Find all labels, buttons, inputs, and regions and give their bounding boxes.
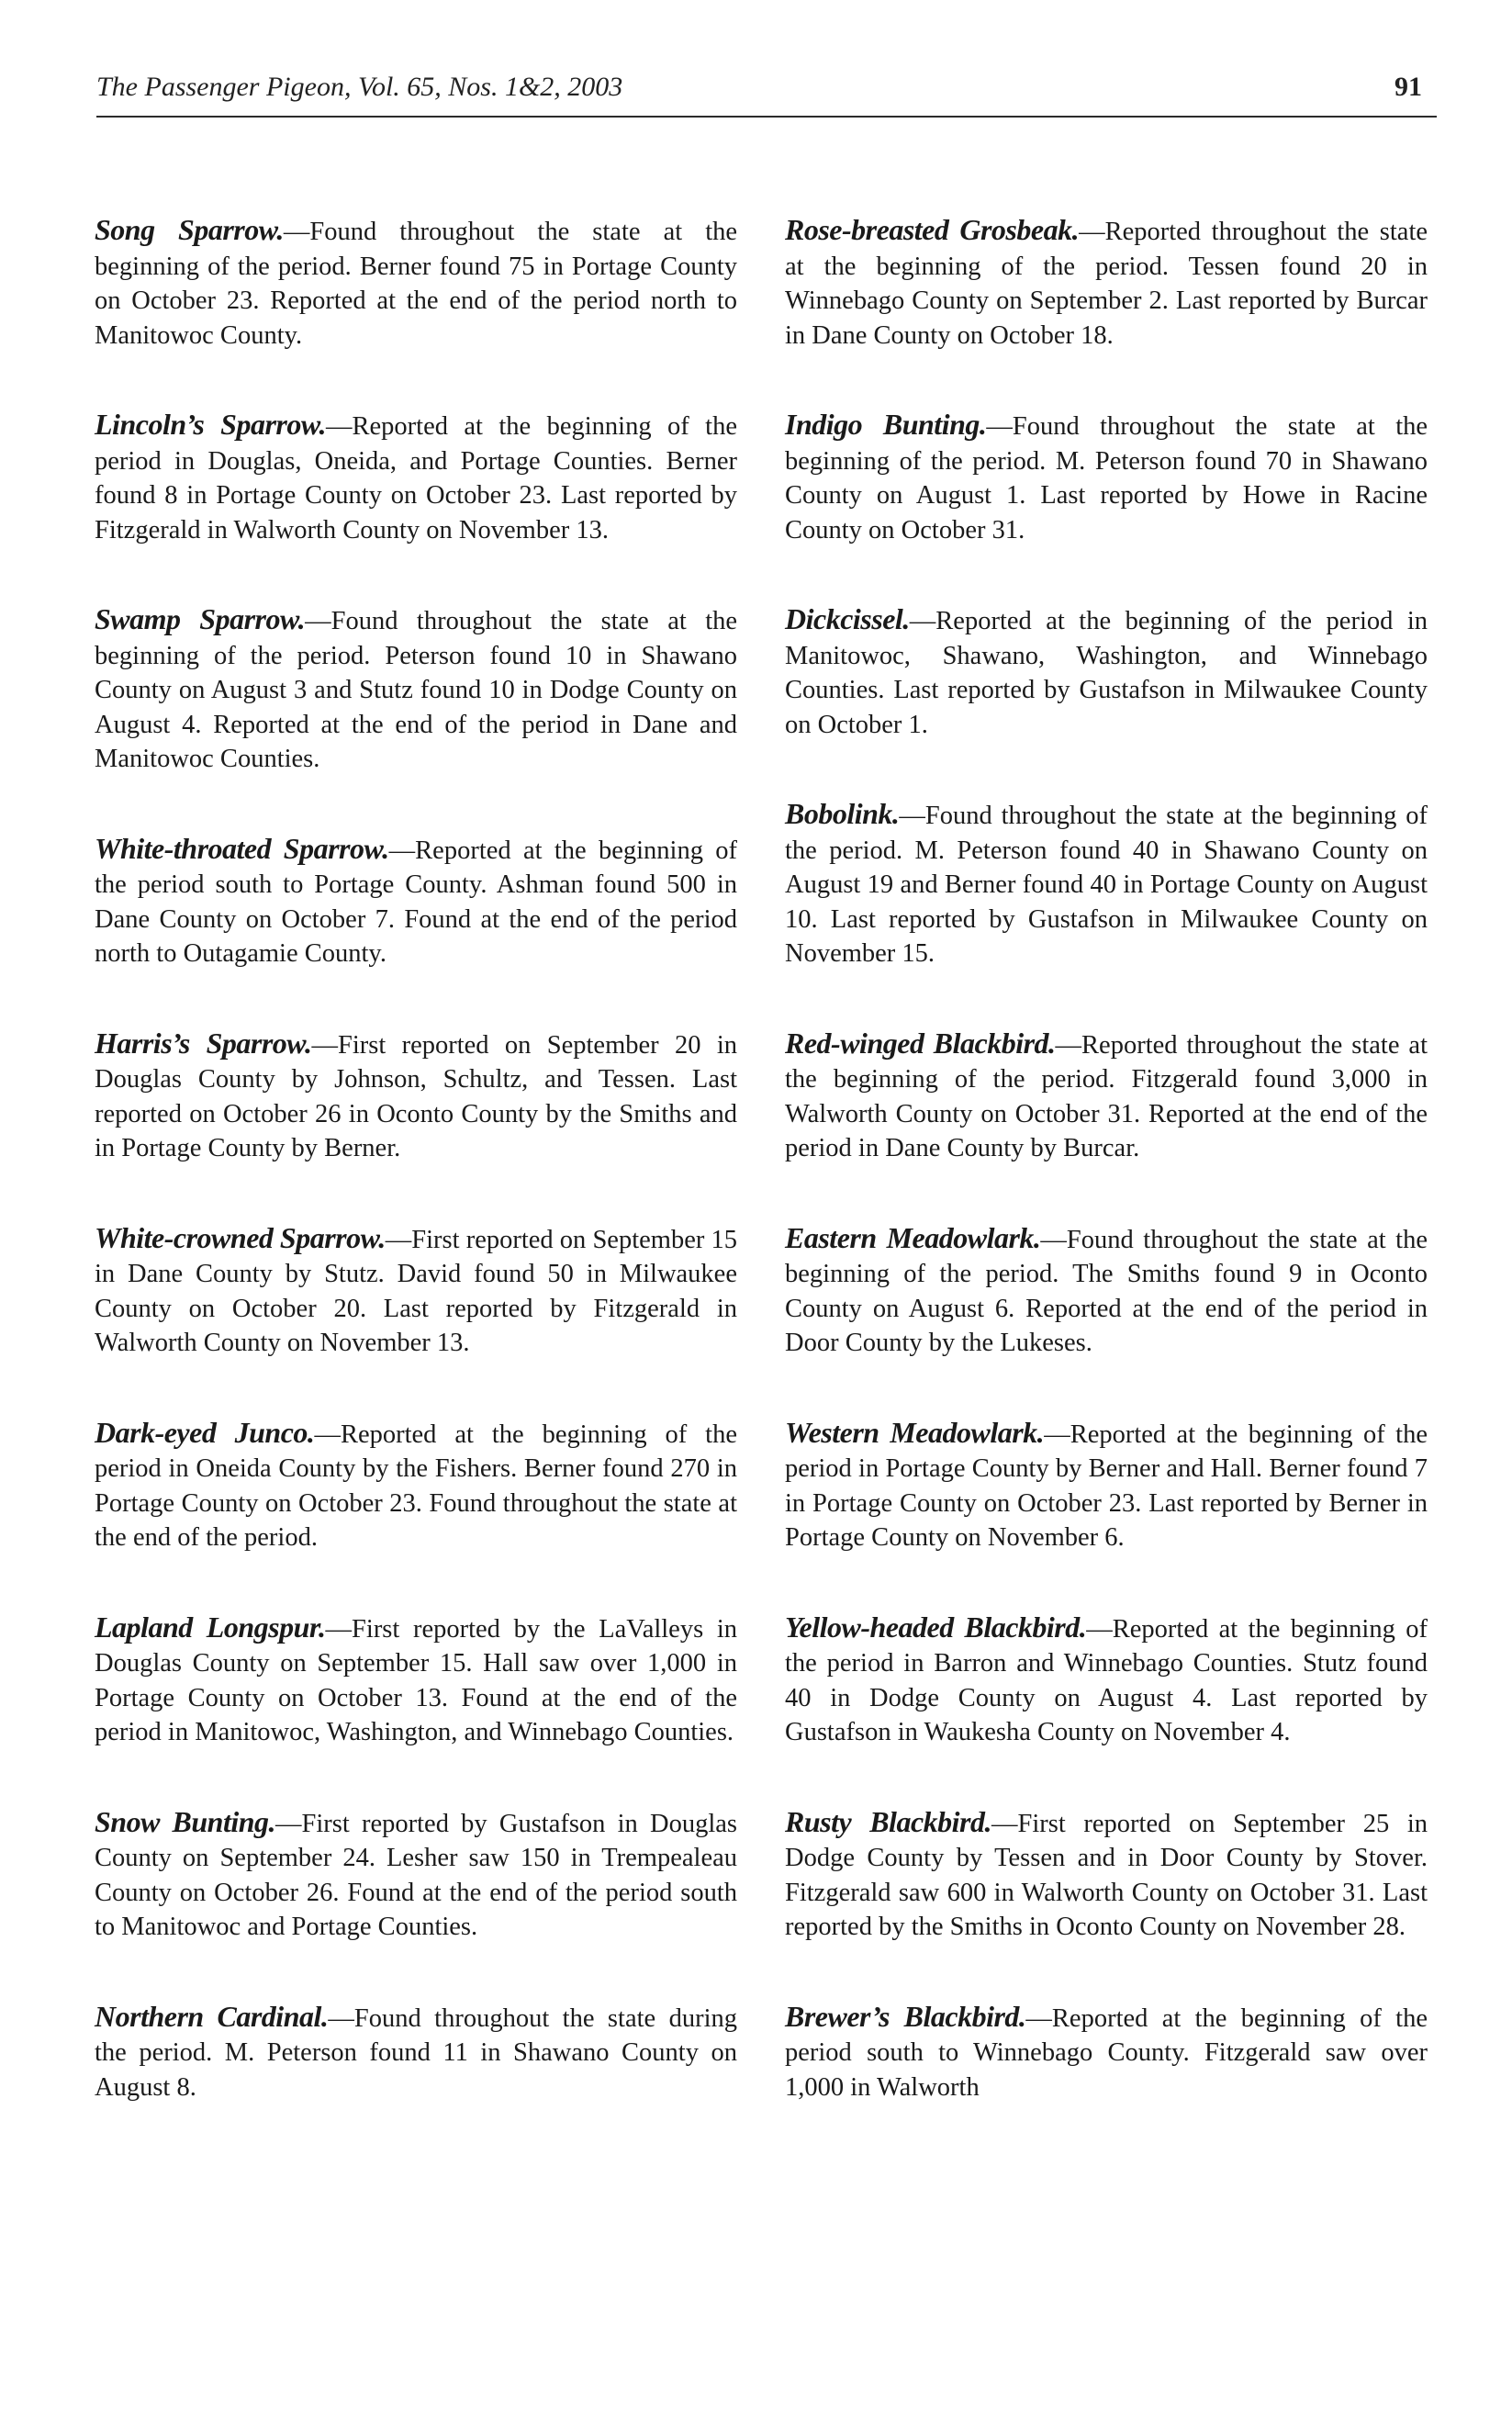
species-name: Rose-breasted Grosbeak. — [785, 213, 1080, 246]
species-name: Brewer’s Blackbird. — [785, 1999, 1026, 2033]
species-text: —Reported at the beginning of the period in Douglas, Oneida, and Portage Counties. Berner found 8 in Portage County on October 23. Last reported by Fitzgerald in Walworth County on November 13. — [95, 412, 737, 544]
species-name: Rusty Blackbird. — [785, 1804, 991, 1838]
species-text: —Reported at the beginning of the period in Portage County by Berner and Hall. Berner found 7 in Portage County on October 23. Last reported by Berner in Portage County on November 6. — [785, 1420, 1428, 1552]
species-entry — [95, 1416, 737, 1555]
species-name: Northern Cardinal. — [95, 1999, 329, 2033]
species-text: —Reported throughout the state at the beginning of the period. Tessen found 20 in Winnebago County on September 2. Last reported by Burcar in Dane County on October 18. — [785, 218, 1428, 350]
species-name: Swamp Sparrow. — [95, 602, 306, 635]
species-name: Indigo Bunting. — [785, 408, 987, 441]
species-entry — [95, 1805, 737, 1945]
species-entry — [785, 408, 1428, 547]
right-column — [785, 213, 1428, 2160]
species-entry — [95, 408, 737, 547]
species-entry — [785, 1610, 1428, 1750]
species-entry — [95, 1221, 737, 1361]
species-text: —Found throughout the state at the beginning of the period. Berner found 75 in Portage County on October 23. Reported at the end of the period north to Manitowoc County. — [95, 218, 738, 350]
species-name: White-crowned Sparrow. — [95, 1220, 386, 1254]
species-text: —Reported at the beginning of the period in Barron and Winnebago Counties. Stutz found 40 in Dodge County on August 4. Last reported by Gustafson in Waukesha County on November 4. — [785, 1614, 1428, 1746]
species-name: Yellow-headed Blackbird. — [785, 1610, 1087, 1644]
species-name: Harris’s Sparrow. — [95, 1026, 312, 1060]
species-name: Dickcissel. — [785, 602, 910, 635]
species-text: —First reported by Gustafson in Douglas County on September 24. Lesher saw 150 in Trempealeau County on October 26. Found at the end of the period south to Manitowoc and Portage Counties. — [95, 1809, 737, 1941]
species-entry — [785, 1221, 1428, 1361]
species-entry — [785, 213, 1428, 353]
species-text: —First reported on September 15 in Dane County by Stutz. David found 50 in Milwaukee County on October 20. Last reported by Fitzgerald in Walworth County on November 13. — [95, 1225, 737, 1357]
species-text: —Found throughout the state at the beginning of the period. M. Peterson found 40 in Shawano County on August 19 and Berner found 40 in Portage County on August 10. Last reported by Gustafson in Milwaukee County on November 15. — [785, 802, 1428, 968]
species-name: Snow Bunting. — [95, 1804, 276, 1838]
species-entry — [785, 1805, 1428, 1945]
left-column — [95, 213, 737, 2160]
header-rule — [96, 116, 1437, 118]
species-name: Song Sparrow. — [95, 213, 284, 246]
page-number: 91 — [1394, 72, 1422, 102]
species-name: Red-winged Blackbird. — [785, 1026, 1056, 1060]
species-entry — [785, 602, 1428, 742]
species-name: Lincoln’s Sparrow. — [95, 408, 327, 441]
species-name: Bobolink. — [785, 797, 900, 830]
species-text: —First reported on September 25 in Dodge County by Tessen and in Door County by Stover. Fitzgerald saw 600 in Walworth County on October 31. Last reported by the Smiths in Oconto County on November 28. — [785, 1809, 1428, 1941]
species-text: —Reported at the beginning of the period south to Winnebago County. Fitzgerald saw over 1,000 in Walworth — [785, 2003, 1428, 2102]
species-entry — [785, 797, 1428, 971]
species-text: —Found throughout the state during the period. M. Peterson found 11 in Shawano County on August 8. — [95, 2003, 737, 2102]
species-entry — [785, 1027, 1428, 1166]
species-name: Eastern Meadowlark. — [785, 1220, 1041, 1254]
species-name: White-throated Sparrow. — [95, 831, 389, 865]
species-text: —Reported throughout the state at the beginning of the period. Fitzgerald found 3,000 in Walworth County on October 31. Reported at the end of the period in Dane County by Burcar. — [785, 1030, 1428, 1162]
species-text: —Found throughout the state at the beginning of the period. M. Peterson found 70 in Shawano County on August 1. Last reported by Howe in Racine County on October 31. — [785, 412, 1428, 544]
species-entry — [95, 213, 737, 353]
journal-header: The Passenger Pigeon, Vol. 65, Nos. 1&2, 2003 — [96, 72, 623, 102]
species-name: Dark-eyed Junco. — [95, 1415, 315, 1449]
species-name: Western Meadowlark. — [785, 1415, 1045, 1449]
species-name: Lapland Longspur. — [95, 1610, 326, 1644]
species-text: —Reported at the beginning of the period south to Portage County. Ashman found 500 in Dane County on October 7. Found at the end of the period north to Outagamie County. — [95, 836, 737, 968]
species-text: —Found throughout the state at the beginning of the period. The Smiths found 9 in Oconto County on August 6. Reported at the end of the period in Door County by the Lukeses. — [785, 1225, 1428, 1357]
species-entry — [785, 2000, 1428, 2105]
species-entry — [95, 832, 737, 971]
species-text: —Reported at the beginning of the period in Manitowoc, Shawano, Washington, and Winnebago Counties. Last reported by Gustafson in Milwaukee County on October 1. — [785, 607, 1428, 739]
species-entry — [95, 1610, 737, 1750]
species-text: —Reported at the beginning of the period in Oneida County by the Fishers. Berner found 270 in Portage County on October 23. Found throughout the state at the end of the period. — [95, 1420, 737, 1552]
species-entry — [95, 2000, 737, 2105]
species-text: —First reported on September 20 in Douglas County by Johnson, Schultz, and Tessen. Last reported on October 26 in Oconto County by the Smiths and in Portage County by Berner. — [95, 1030, 738, 1162]
species-entry — [95, 602, 737, 777]
species-text: —First reported by the LaValleys in Douglas County on September 15. Hall saw over 1,000 in Portage County on October 13. Found at the end of the period in Manitowoc, Washington, and Winnebago Counties. — [95, 1614, 737, 1746]
species-entry — [785, 1416, 1428, 1555]
species-text: —Found throughout the state at the beginning of the period. Peterson found 10 in Shawano County on August 3 and Stutz found 10 in Dodge County on August 4. Reported at the end of the period in Dane and Manitowoc Counties. — [95, 607, 738, 773]
species-entry — [95, 1027, 737, 1166]
